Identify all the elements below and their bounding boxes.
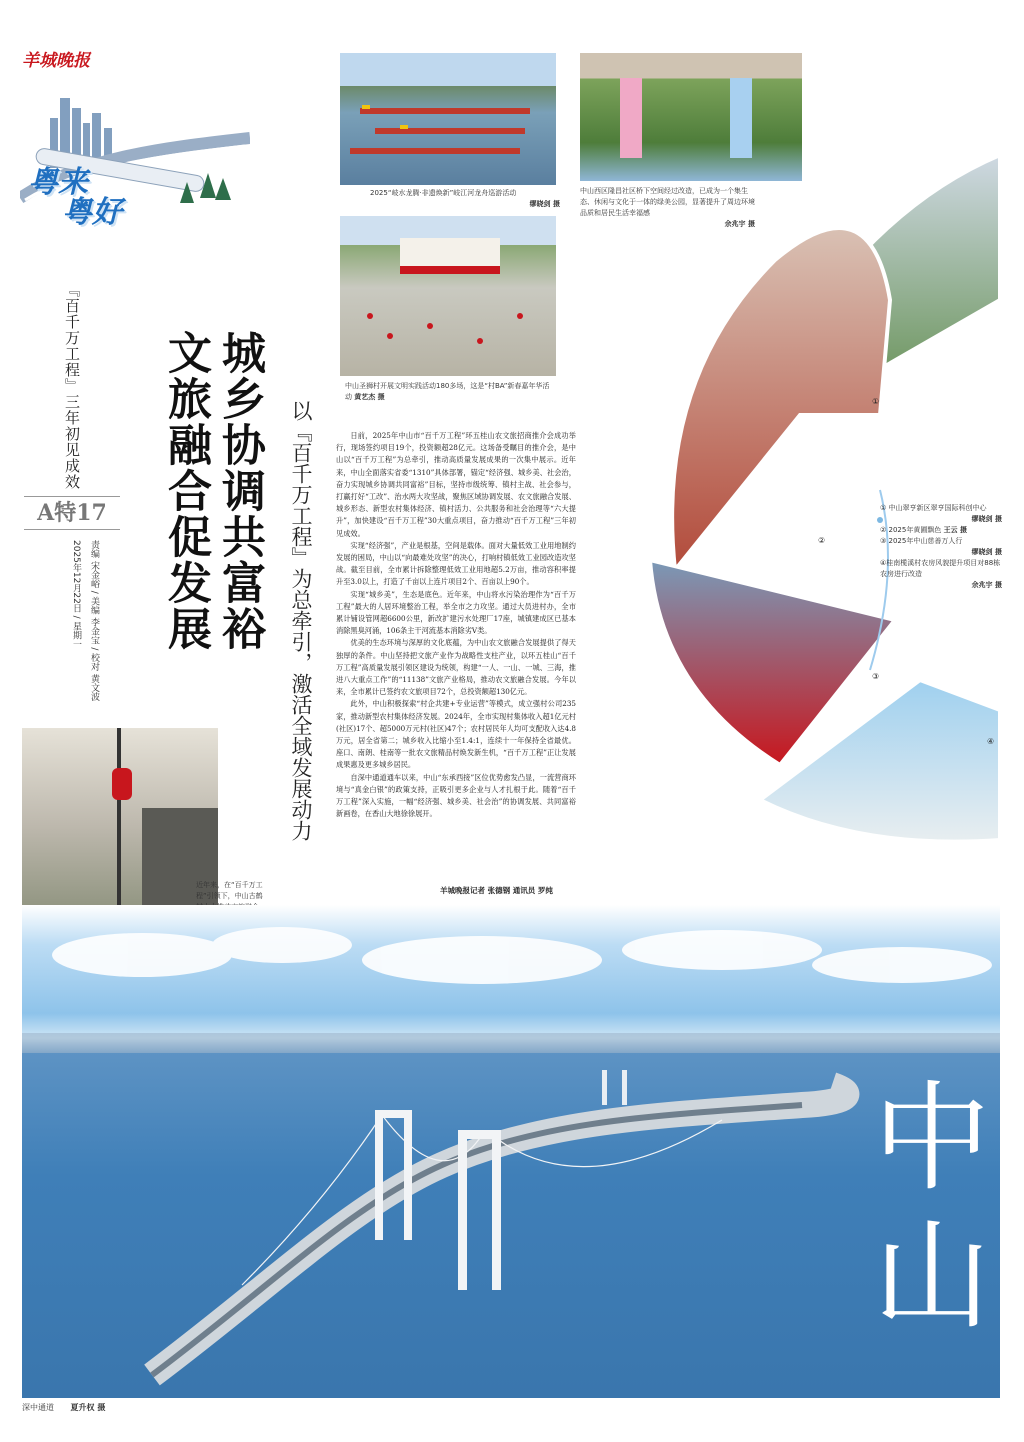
article-paragraph: 实现“经济强”，产业是根基，空间是载体。面对大量低效工业用地制约发展的困局，中山以“向最难处攻坚”的决心，打响村镇低效工业园改造攻坚战。截至目前，全市累计拆除整理低效工业用地超5.2万亩，推动容积率提升至3.0以上，打造了千亩以上连片项目2个、百亩以上90个。 xyxy=(336,540,576,587)
fan-caption-4: ④桂南榄溪村农房风貌提升项目对88栋农房进行改造 余兆宇 摄 xyxy=(880,559,1002,589)
caption-text: 近年来，在“百千万工程”引领下，中山古鹤 xyxy=(196,881,263,900)
big-title: 中山 xyxy=(853,1075,991,1351)
subheadline: 以『百千万工程』为总牵引，激活全域发展动力 xyxy=(289,400,313,841)
article-paragraph: 日前，2025年中山市“百千万工程”环五桂山农文旅招商推介会成功举行，现场签约项目19个，投资额超28亿元。这场备受瞩目的推介会，是中山以“百千万工程”为总牵引，推动高质量发展成果的一次集中展示。近年来，中山全面落实省委“1310”具体部署，锚定“经济强、城乡美、社会治，奋力实现城乡协调共同富裕”目标，坚持市级统筹、镇村主战、社会参与，打赢打好“工改”、治水两大攻坚战，聚焦区域协调发展、农文旅融合发展、城乡形态、新型农村集体经济、镇村活力、公共服务和社会治理等“六大提升”，加快建设“百千万工程”30大重点项目，奋力推动“百千万工程”三年初见成效。 xyxy=(336,431,576,538)
fan-photo-2 xyxy=(672,228,890,570)
photo-fan xyxy=(640,150,1005,840)
article-paragraph: 此外，中山积极探索“村企共建+专业运营”等模式，成立强村公司235家，推动新型农村集体经济发展。2024年，全市实现村集体收入超1亿元村(社区)17个、超5000万元村(社区)47个；农村居民年人均可支配收入达4.8万元，居全省第二；城乡收入比缩小至1.4:1，连续十一年保持全省最优。座口、南朗、桂南等一批农文旅精品村焕发新生机，“百千万工程”正让发展成果惠及更多城乡居民。 xyxy=(336,699,576,770)
column-name-line1: 粤来 xyxy=(28,165,88,200)
caption-text: 深中通道 xyxy=(22,1403,54,1412)
fan-caption-2: ② 2025年黄圃飘色 王云 摄 xyxy=(880,526,968,534)
fan-number-2: ② xyxy=(818,536,826,545)
bottom-caption xyxy=(22,1402,105,1413)
photo-village-plaza xyxy=(340,216,556,376)
caption-credit: 夏升权 摄 xyxy=(70,1403,106,1412)
caption-credit: 缪晓剑 摄 xyxy=(529,200,560,208)
headline-line2: 文旅融合促发展 xyxy=(160,330,211,652)
article-paragraph: 实现“城乡美”，生态是底色。近年来，中山将水污染治理作为“百千万工程”最大的人居环境整治工程，举全市之力攻坚。通过大员进村办，全市累计铺设管网超6600公里，新改扩建污水处理厂17座，城镇建成区已基本消除黑臭河涌，106条主干河流基本消除劣V类。 xyxy=(336,589,576,636)
byline: 羊城晚报记者 张德钢 通讯员 罗纯 xyxy=(440,886,553,895)
headline xyxy=(158,330,266,652)
page-number: A特17 xyxy=(24,496,120,530)
fan-caption-3: ③ 2025年中山慈善万人行 缪晓剑 摄 xyxy=(880,537,1002,556)
caption-text: 2025“岐水龙腾·非遗焕新”岐江河龙舟巡游活动 xyxy=(370,189,517,197)
date-line: 2025年12月22日 / 星期一 xyxy=(71,540,81,649)
article-body xyxy=(336,430,576,821)
series-title: 『百千万工程』三年初见成效 xyxy=(63,282,81,490)
article-paragraph: 优美的生态环境与深厚的文化底蕴，为中山农文旅融合发展提供了得天独厚的条件。中山坚持把文旅产业作为战略性支柱产业，以环五桂山“百千万工程”高质量发展引领区建设为统领，构建“一人、一山、一城、三海，推进八大重点工作”的“11138”文旅产业格局，推动农文旅融合发展。今年以来，全市累计已签约农文旅项目72个，总投资额超130亿元。 xyxy=(336,638,576,697)
article-paragraph: 自深中通道通车以来，中山“东承西接”区位优势愈发凸显，一流营商环境与“真金白银”的政策支持，正吸引更多企业与人才扎根于此。随着“百千万工程”深入实施，一幅“经济强、城乡美、社会治”的协调发展、共同富裕新画卷，在香山大地徐徐展开。 xyxy=(336,772,576,819)
fan-number-1: ① xyxy=(872,397,880,406)
photo-village-plaza-caption xyxy=(345,381,555,403)
caption-credit: 黄艺杰 摄 xyxy=(354,393,385,401)
masthead-logo: 羊城晚报 xyxy=(22,51,90,71)
fan-number-3: ③ xyxy=(872,672,880,681)
fan-caption-1: ① 中山翠亨新区翠亨国际科创中心 缪晓剑 摄 xyxy=(880,504,1002,523)
caption-text: 中山西区隆昌社区桥下空间经过改造，已成为一个集生态、休闲与文化于一体的绿美公园，显著提升了周边环境品质和居民生活幸福感 xyxy=(580,187,755,217)
editors-line: 责编 宋金峪 / 美编 李金宝 / 校对 黄文波 xyxy=(89,540,99,702)
column-name-line2: 粤好 xyxy=(62,195,122,230)
headline-line1: 城乡协调共富裕 xyxy=(214,330,265,652)
fan-captions xyxy=(880,503,1002,591)
photo-dragon-boat xyxy=(340,53,556,185)
column-name xyxy=(28,166,122,230)
fan-number-4: ④ xyxy=(987,737,995,746)
caption-credit: 余兆宇 摄 xyxy=(724,220,755,228)
photo-dragon-boat-caption xyxy=(370,188,560,210)
caption-text: 中山圣狮村开展文明实践活动180多场，这是“村BA”新春嘉年华活动 xyxy=(345,382,550,401)
